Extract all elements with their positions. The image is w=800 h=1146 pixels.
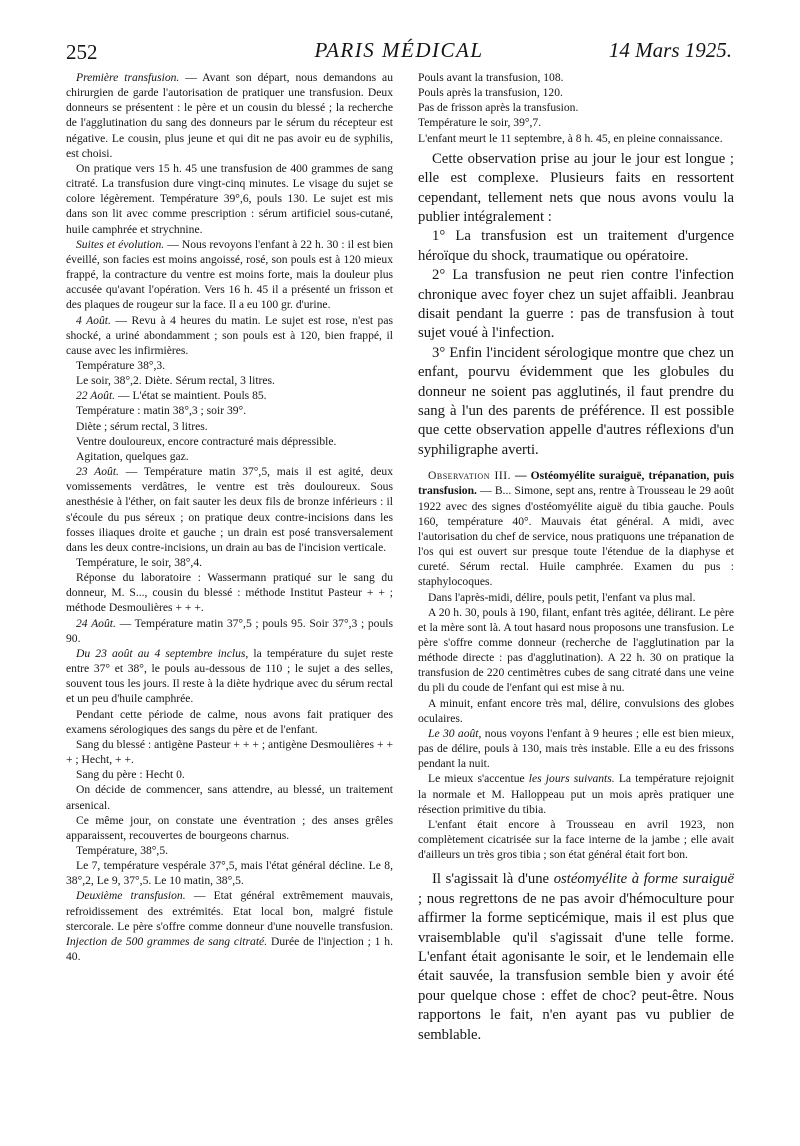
paragraph-text: — Avant son départ, nous demandons au chirurgien de garde l'autorisation de pratiquer une transfusion. Deux donneurs se présentent : le père et un cousin du blessé ; la recherche de l'agglutination du sang des donneurs par le sérum du récepteur est négative. Le cousin, plus jeune et qui dit ne pas avoir eu de syphilis, est choisi. <box>66 71 393 160</box>
paragraph: Pendant cette période de calme, nous avons fait pratiquer des examens sérologiques des sangs du père et de l'enfant. <box>66 707 393 736</box>
paragraph <box>66 313 393 358</box>
subheading: Première transfusion. <box>76 71 180 84</box>
subheading: 22 Août. <box>76 389 116 403</box>
paragraph: Le 7, température vespérale 37°,5, mais l'état général décline. Le 8, 38°,2, Le 9, 37°,5. Le 10 matin, 38°,5. <box>66 859 393 888</box>
subheading: Deuxième transfusion. <box>76 889 186 903</box>
paragraph: Pouls après la transfusion, 120. <box>418 86 563 100</box>
paragraph: Température : matin 38°,3 ; soir 39°. <box>76 404 247 418</box>
paragraph: 3° Enfin l'incident sérologique montre que chez un enfant, pourvu évidemment que les globules du donneur ne soient pas agglutinés, il faut prendre du sang à l'un des parents de préférence. Il est possible que cette observation appelle d'autres réflexions d'un syphiligraphe averti. <box>418 344 734 458</box>
observation-title: — Ostéomyélite suraiguë, trépanation, puis transfusion. <box>418 469 734 498</box>
observation-end <box>418 70 734 146</box>
paragraph-text: Il s'agissait là d'une <box>432 871 554 888</box>
emphasis: Injection de 500 grammes de sang citraté. <box>66 934 268 948</box>
paragraph-text: — L'état se maintient. Pouls 85. <box>115 389 267 403</box>
page-header <box>66 38 732 66</box>
paragraph-text: nous voyons l'enfant à 9 heures ; elle est bien mieux, pas de délire, pouls à 130, mais très instable. Elle a eu des frissons pendant la nuit. <box>418 726 734 771</box>
paragraph-text: — Température matin 37°,5 ; pouls 95. Soir 37°,3 ; pouls 90. <box>66 616 393 645</box>
paragraph <box>66 237 393 313</box>
paragraph-text: — Etat général extrêmement mauvais, refroidissement des extrémités. Etat local bon, malgré fistule stercorale. Le père s'offre comme donneur d'une nouvelle transfusion. <box>66 889 394 933</box>
paragraph: Le soir, 38°,2. Diète. Sérum rectal, 3 litres. <box>76 374 275 388</box>
paragraph <box>66 888 393 964</box>
subheading: Le 30 août, <box>428 726 482 740</box>
paragraph-text: — B... Simone, sept ans, rentre à Trousseau le 29 août 1922 avec des signes d'ostéomyélite aiguë du tibia gauche. Pouls 160, température 40°. Mauvais état général. A midi, avec l'autorisation du chef de service, nous pratiquons une trépanation de l'os qui est ouvert sur presque toute l'étendue de la diaphyse et cureté. Sérum rectal. Huile camphrée. Examen du pus : staphylocoques. <box>418 484 734 589</box>
observation-label: Observation III. <box>428 469 511 483</box>
paragraph: Pouls avant la transfusion, 108. <box>418 71 564 84</box>
subheading: 4 Août. <box>76 313 111 327</box>
paragraph: Dans l'après-midi, délire, pouls petit, l'enfant va plus mal. <box>428 590 696 604</box>
conclusion <box>418 870 734 1045</box>
paragraph: Température le soir, 39°,7. <box>418 116 542 130</box>
paragraph <box>418 468 734 589</box>
paragraph: Température, le soir, 38°,4. <box>76 556 203 569</box>
paragraph <box>418 771 734 816</box>
journal-title: PARIS MÉDICAL <box>314 38 484 62</box>
paragraph: Agitation, quelques gaz. <box>76 449 189 463</box>
paragraph: A minuit, enfant encore très mal, délire, convulsions des globes oculaires. <box>418 696 734 725</box>
paragraph-text: ; nous regrettons de ne pas avoir d'hémoculture pour affirmer la forme septicémique, mais il est plus que vraisemblable qu'il s'agissait d'une telle forme. L'enfant était agonisante le soir, et le lendemain elle était sauvée, la transfusion semble bien y avoir été pour quelque chose : effet de choc? peut-être. Nous rapportons le fait, n'en ayant pas vu publier de semblable. <box>418 890 734 1043</box>
emphasis: les jours suivants. <box>528 772 615 786</box>
paragraph: Pas de frisson après la transfusion. <box>418 101 579 115</box>
paragraph <box>66 646 393 707</box>
commentary <box>418 150 734 461</box>
paragraph: Sang du père : Hecht 0. <box>76 768 185 782</box>
paragraph-text: — Température matin 37°,5, mais il est agité, deux vomissements verdâtres, le ventre est très douloureux. Sous anesthésie à l'éther, on fait sauter les deux fils de bronze inférieurs : il s'écoule du pus séreux ; on pratique deux contre-incisions dans les fosses iliaques droite et gauche ; un drain est posé transversalement dans les deux contre-incisions, un drain au bas de l'incision verticale. <box>66 465 394 554</box>
paragraph: L'enfant meurt le 11 septembre, à 8 h. 45, en pleine connaissance. <box>418 131 723 145</box>
emphasis: ostéomyélite à forme suraiguë <box>553 871 734 888</box>
paragraph-text: — Revu à 4 heures du matin. Le sujet est rose, n'est pas shocké, a uriné abondamment ; son pouls est à 120, bien frappé, il cause avec les infirmières. <box>66 313 394 357</box>
subheading: 23 Août. <box>76 465 119 479</box>
paragraph: On pratique vers 15 h. 45 une transfusion de 400 grammes de sang citraté. La transfusion dure vingt-cinq minutes. Le visage du sujet se colore légèrement. Température 39°,6, pouls 130. Le sujet est mis dans son lit avec comme prescription : sérum artificiel sous-cutané, huile camphrée et strychnine. <box>66 161 393 236</box>
paragraph: 2° La transfusion ne peut rien contre l'infection chronique avec foyer chez un sujet affaibli. Jeanbrau disait pendant la guerre : pas de transfusion à tout sujet voué à l'infection. <box>418 267 734 342</box>
paragraph: L'enfant était encore à Trousseau en avril 1923, non complètement cicatrisée sur la face interne de la jambe ; elle avait d'ailleurs un très gros tibia ; son état général était fort bon. <box>418 817 734 862</box>
paragraph <box>66 388 393 403</box>
paragraph-text: la température du sujet reste entre 37° et 38°, le pouls au-dessous de 110 ; le sujet a des selles, souvent tous les jours. Il reste à la diète hydrique avec du sérum rectal et un peu d'huile camphrée. <box>66 646 393 706</box>
paragraph: Température 38°,3. <box>76 358 166 372</box>
paragraph <box>66 464 393 555</box>
issue-date: 14 Mars 1925. <box>608 38 732 62</box>
subheading: Du 23 août au 4 septembre inclus, <box>76 646 249 660</box>
subheading: 24 Août. <box>76 616 116 630</box>
paragraph-text: Durée de l'injection ; 1 h. 40. <box>66 934 394 964</box>
subheading: Suites et évolution. <box>76 237 165 251</box>
paragraph: Diète ; sérum rectal, 3 litres. <box>76 419 208 433</box>
paragraph-text: Le mieux s'accentue <box>428 772 529 786</box>
paragraph <box>66 70 393 161</box>
paragraph: On décide de commencer, sans attendre, au blessé, un traitement arsenical. <box>66 783 393 812</box>
paragraph: Ce même jour, on constate une éventration ; des anses grêles apparaissent, recouvertes de bourgeons charnus. <box>66 813 393 842</box>
paragraph <box>418 726 734 771</box>
paragraph <box>66 616 393 646</box>
paragraph: Sang du blessé : antigène Pasteur + + + ; antigène Desmoulières + + + ; Hecht, + +. <box>66 737 393 767</box>
paragraph: 1° La transfusion est un traitement d'urgence héroïque du shock, traumatique ou opératoire. <box>418 228 734 264</box>
paragraph: Ventre douloureux, encore contracturé mais dépressible. <box>76 434 337 448</box>
paragraph: Cette observation prise au jour le jour est longue ; elle est complexe. Plusieurs faits en ressortent cependant, tellement nets que nous avons voulu la publier intégralement : <box>418 150 734 225</box>
paragraph: A 20 h. 30, pouls à 190, filant, enfant très agitée, délirant. Le père et la mère sont là. A tout hasard nous proposons une transfusion. Le père s'offre comme donneur (recherche de l'agglutination par la méthode directe : pas d'agglutination). A 22 h. 30 on pratique la transfusion de 220 centimètres cubes de sang citraté dans une veine du pli du coude de l'enfant qui est mise à nu. <box>418 605 734 695</box>
paragraph-text: La température rejoignit la normale et M. Halloppeau put un mois après pratiquer une résection primitive du tibia. <box>418 772 734 816</box>
paragraph: Température, 38°,5. <box>76 843 169 857</box>
left-column <box>66 70 393 964</box>
paragraph <box>418 870 734 1045</box>
right-column <box>418 70 734 1053</box>
paragraph-text: — Nous revoyons l'enfant à 22 h. 30 : il est bien éveillé, son facies est moins angoissé, rosé, son pouls est à 120 mieux frappé, la contracture du ventre est moins forte, mais la douleur plus accusée qu'avant l'opération. Vers 16 h. 45 il a présenté un frisson et des plaques de rougeur sur la face. Il a eu 100 gr. d'urine. <box>66 237 393 312</box>
paragraph: Réponse du laboratoire : Wassermann pratiqué sur le sang du donneur, M. S..., cousin du blessé : méthode Institut Pasteur + + ; méthode Desmoulières + + +. <box>66 571 393 615</box>
observation-iii <box>418 468 734 862</box>
page-number: 252 <box>66 40 98 64</box>
